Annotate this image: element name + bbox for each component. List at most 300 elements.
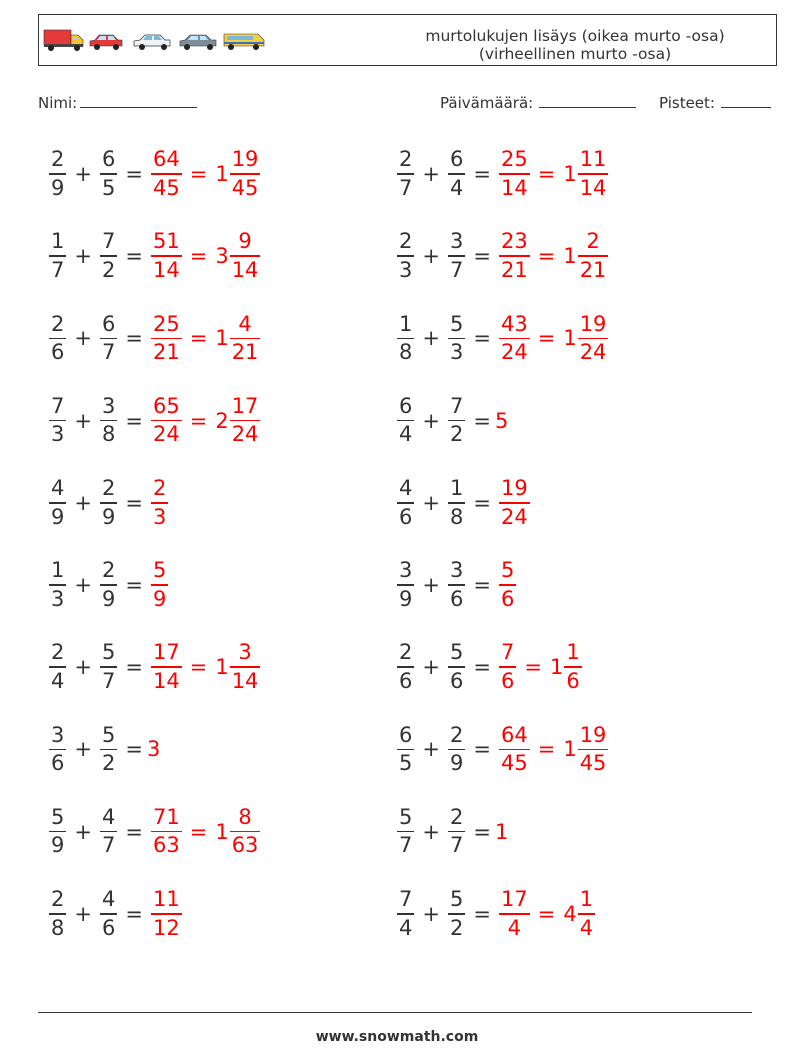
numerator: 6 — [101, 311, 116, 336]
numerator: 9 — [238, 229, 252, 254]
red-car-icon — [90, 35, 122, 50]
mixed-whole: 2 — [215, 408, 229, 433]
numerator: 5 — [152, 558, 167, 583]
mixed-whole: 1 — [215, 326, 229, 351]
denominator: 9 — [51, 504, 65, 529]
addend-fraction — [397, 311, 414, 365]
numerator: 19 — [579, 311, 607, 336]
equals-sign: = — [537, 901, 556, 926]
numerator: 11 — [579, 147, 607, 172]
equals-sign: = — [189, 655, 208, 680]
equals-sign: = — [189, 819, 208, 844]
denominator: 2 — [101, 751, 116, 776]
answer-improper-fraction — [499, 642, 516, 692]
denominator: 6 — [399, 668, 413, 693]
denominator: 12 — [152, 915, 180, 940]
addend-fraction — [448, 722, 465, 776]
equals-sign: = — [473, 244, 491, 269]
numerator: 4 — [238, 311, 252, 336]
numerator: 7 — [101, 229, 116, 254]
addend-fraction — [448, 393, 465, 447]
mixed-fraction — [578, 231, 609, 281]
numerator: 17 — [152, 640, 180, 665]
problem-row — [45, 473, 172, 533]
denominator: 6 — [449, 586, 464, 611]
equals-sign: = — [473, 819, 491, 844]
addend-fraction — [397, 889, 414, 939]
numerator: 3 — [51, 722, 65, 747]
numerator: 2 — [51, 147, 65, 172]
mixed-whole: 1 — [563, 737, 577, 762]
answer-improper-fraction — [151, 149, 182, 199]
gray-car-icon — [180, 35, 216, 50]
addend-fraction — [100, 231, 117, 281]
denominator: 6 — [449, 668, 464, 693]
answer — [495, 409, 508, 433]
numerator: 6 — [449, 147, 464, 172]
addend-fraction — [448, 478, 465, 528]
denominator: 14 — [152, 668, 180, 693]
denominator: 9 — [101, 504, 116, 529]
numerator: 19 — [231, 147, 259, 172]
denominator: 21 — [500, 257, 528, 282]
denominator: 5 — [399, 751, 413, 776]
denominator: 3 — [51, 422, 65, 447]
numerator: 17 — [231, 393, 259, 418]
equals-sign: = — [524, 655, 542, 680]
answer — [147, 560, 172, 610]
problem-row — [45, 391, 264, 451]
plus-sign: + — [422, 573, 440, 597]
answer-improper-fraction — [499, 231, 530, 281]
denominator: 7 — [449, 833, 464, 858]
answer — [495, 478, 534, 528]
denominator: 6 — [51, 340, 65, 365]
answer — [495, 820, 508, 844]
addend-fraction — [49, 889, 66, 939]
answer — [147, 804, 264, 858]
plus-sign: + — [74, 819, 92, 844]
answer-whole: 5 — [494, 408, 509, 433]
equals-sign: = — [473, 490, 491, 515]
denominator: 24 — [579, 340, 607, 365]
denominator: 9 — [51, 175, 65, 200]
addend-fraction — [49, 149, 66, 199]
equals-sign: = — [473, 655, 491, 680]
equals-sign: = — [537, 326, 556, 351]
addend-fraction — [397, 231, 414, 281]
worksheet-header — [38, 14, 777, 66]
denominator: 6 — [500, 668, 515, 693]
mixed-whole: 1 — [563, 326, 577, 351]
numerator: 6 — [101, 147, 116, 172]
denominator: 14 — [500, 175, 528, 200]
equals-sign: = — [125, 573, 143, 597]
numerator: 19 — [579, 722, 607, 747]
numerator: 5 — [500, 558, 515, 583]
equals-sign: = — [189, 326, 208, 351]
numerator: 6 — [399, 722, 413, 747]
numerator: 5 — [101, 640, 116, 665]
equals-sign: = — [125, 162, 143, 186]
numerator: 1 — [399, 311, 413, 336]
numerator: 3 — [449, 229, 464, 254]
denominator: 14 — [231, 668, 259, 693]
date-field — [440, 93, 636, 112]
denominator: 6 — [51, 751, 65, 776]
addend-fraction — [100, 393, 117, 447]
addend-fraction — [100, 149, 117, 199]
numerator: 64 — [500, 722, 528, 747]
date-label: Päivämäärä: — [440, 94, 534, 112]
addend-fraction — [397, 722, 414, 776]
mixed-fraction — [564, 642, 581, 692]
numerator: 1 — [51, 229, 65, 254]
mixed-whole: 3 — [215, 244, 229, 269]
plus-sign: + — [422, 244, 440, 269]
numerator: 2 — [152, 476, 167, 501]
addend-fraction — [100, 722, 117, 776]
plus-sign: + — [74, 490, 92, 515]
equals-sign: = — [125, 490, 143, 515]
problem-row — [45, 637, 264, 697]
denominator: 7 — [101, 668, 116, 693]
denominator: 4 — [399, 422, 413, 447]
answer — [495, 722, 612, 776]
answer — [495, 231, 612, 281]
yellow-van-icon — [224, 34, 264, 50]
plus-sign: + — [74, 326, 92, 351]
answer — [147, 737, 160, 761]
numerator: 5 — [449, 887, 464, 912]
equals-sign: = — [537, 162, 556, 186]
numerator: 11 — [152, 887, 180, 912]
answer — [495, 311, 612, 365]
denominator: 24 — [500, 340, 528, 365]
problem-row — [393, 308, 612, 368]
answer-improper-fraction — [499, 311, 530, 365]
answer — [147, 311, 264, 365]
answer — [147, 889, 186, 939]
equals-sign: = — [125, 901, 143, 926]
problem-row — [393, 802, 508, 862]
addend-fraction — [448, 231, 465, 281]
denominator: 2 — [449, 915, 464, 940]
name-blank[interactable] — [80, 93, 197, 108]
addend-fraction — [397, 478, 414, 528]
plus-sign: + — [422, 162, 440, 186]
equals-sign: = — [125, 326, 143, 351]
numerator: 2 — [51, 640, 65, 665]
denominator: 63 — [231, 833, 259, 858]
denominator: 14 — [579, 175, 607, 200]
denominator: 9 — [101, 586, 116, 611]
mixed-whole: 1 — [215, 655, 229, 680]
denominator: 4 — [507, 915, 522, 940]
numerator: 3 — [449, 558, 464, 583]
answer-improper-fraction — [151, 311, 182, 365]
numerator: 51 — [152, 229, 180, 254]
denominator: 21 — [231, 340, 259, 365]
answer-improper-fraction — [151, 393, 182, 447]
denominator: 8 — [101, 422, 116, 447]
numerator: 3 — [101, 393, 116, 418]
denominator: 7 — [101, 833, 116, 858]
denominator: 8 — [399, 340, 413, 365]
equals-sign: = — [537, 244, 556, 269]
mixed-whole: 1 — [215, 162, 229, 186]
addend-fraction — [397, 149, 414, 199]
mixed-fraction — [230, 393, 261, 447]
mixed-fraction — [230, 231, 261, 281]
numerator: 3 — [399, 558, 413, 583]
addend-fraction — [100, 478, 117, 528]
addend-fraction — [448, 804, 465, 858]
problem-row — [393, 473, 534, 533]
answer — [147, 642, 264, 692]
denominator: 6 — [101, 915, 116, 940]
plus-sign: + — [422, 408, 440, 433]
denominator: 9 — [449, 751, 464, 776]
plus-sign: + — [74, 655, 92, 680]
name-label: Nimi: — [38, 94, 78, 112]
denominator: 45 — [500, 751, 528, 776]
answer — [495, 560, 520, 610]
answer — [495, 889, 599, 939]
answer-improper-fraction — [151, 560, 168, 610]
equals-sign: = — [125, 244, 143, 269]
answer-improper-fraction — [151, 231, 182, 281]
plus-sign: + — [74, 162, 92, 186]
problem-row — [45, 884, 186, 944]
addend-fraction — [397, 804, 414, 858]
problem-row — [393, 637, 586, 697]
mixed-whole: 1 — [549, 655, 564, 680]
numerator: 1 — [449, 476, 464, 501]
mixed-fraction — [230, 149, 261, 199]
numerator: 17 — [500, 887, 528, 912]
addend-fraction — [100, 642, 117, 692]
problem-row — [393, 226, 612, 286]
denominator: 6 — [566, 668, 580, 693]
denominator: 24 — [500, 504, 528, 529]
answer-improper-fraction — [499, 722, 530, 776]
denominator: 14 — [152, 257, 180, 282]
problem-row — [393, 555, 520, 615]
answer-whole: 1 — [494, 819, 509, 844]
mixed-fraction — [578, 889, 595, 939]
addend-fraction — [448, 642, 465, 692]
equals-sign: = — [125, 819, 143, 844]
numerator: 4 — [51, 476, 65, 501]
answer-improper-fraction — [151, 889, 182, 939]
numerator: 2 — [101, 476, 116, 501]
denominator: 21 — [579, 257, 607, 282]
numerator: 2 — [399, 640, 413, 665]
denominator: 7 — [449, 257, 464, 282]
denominator: 21 — [152, 340, 180, 365]
answer-improper-fraction — [499, 478, 530, 528]
numerator: 5 — [449, 640, 464, 665]
denominator: 9 — [51, 833, 65, 858]
equals-sign: = — [473, 408, 491, 433]
denominator: 8 — [51, 915, 65, 940]
numerator: 5 — [51, 804, 65, 829]
name-field — [38, 93, 197, 112]
addend-fraction — [100, 560, 117, 610]
denominator: 7 — [101, 340, 116, 365]
numerator: 1 — [51, 558, 65, 583]
mixed-whole: 4 — [563, 901, 577, 926]
problem-row — [45, 226, 264, 286]
addend-fraction — [49, 478, 66, 528]
denominator: 45 — [579, 751, 607, 776]
numerator: 25 — [152, 311, 180, 336]
denominator: 7 — [399, 833, 413, 858]
denominator: 4 — [449, 175, 464, 200]
denominator: 2 — [449, 422, 464, 447]
denominator: 7 — [51, 257, 65, 282]
addend-fraction — [448, 311, 465, 365]
problem-row — [45, 802, 264, 862]
numerator: 4 — [399, 476, 413, 501]
numerator: 71 — [152, 804, 180, 829]
mixed-fraction — [230, 642, 261, 692]
numerator: 25 — [500, 147, 528, 172]
addend-fraction — [49, 560, 66, 610]
numerator: 2 — [449, 722, 464, 747]
plus-sign: + — [422, 655, 440, 680]
problem-row — [45, 719, 160, 779]
denominator: 3 — [399, 257, 413, 282]
denominator: 6 — [500, 586, 515, 611]
numerator: 4 — [101, 887, 116, 912]
numerator: 1 — [566, 640, 580, 665]
equals-sign: = — [473, 573, 491, 597]
addend-fraction — [100, 804, 117, 858]
denominator: 8 — [449, 504, 464, 529]
problem-row — [45, 555, 172, 615]
footer-divider — [38, 1012, 752, 1013]
problem-row — [45, 144, 264, 204]
truck-icon — [44, 30, 83, 51]
denominator: 4 — [399, 915, 413, 940]
numerator: 1 — [579, 887, 594, 912]
mixed-whole: 1 — [563, 244, 577, 269]
denominator: 5 — [101, 175, 116, 200]
answer — [495, 149, 612, 199]
mixed-fraction — [230, 311, 261, 365]
denominator: 24 — [152, 422, 180, 447]
addend-fraction — [49, 722, 66, 776]
addend-fraction — [49, 311, 66, 365]
plus-sign: + — [74, 573, 92, 597]
addend-fraction — [100, 889, 117, 939]
numerator: 64 — [152, 147, 180, 172]
numerator: 19 — [500, 476, 528, 501]
numerator: 2 — [399, 229, 413, 254]
date-blank[interactable] — [539, 93, 636, 108]
equals-sign: = — [189, 162, 208, 186]
plus-sign: + — [74, 244, 92, 269]
answer — [147, 231, 264, 281]
title-line-1: murtolukujen lisäys (oikea murto -osa) — [425, 27, 725, 45]
denominator: 3 — [152, 504, 167, 529]
denominator: 3 — [51, 586, 65, 611]
denominator: 45 — [152, 175, 180, 200]
addend-fraction — [49, 231, 66, 281]
addend-fraction — [397, 642, 414, 692]
plus-sign: + — [74, 408, 92, 433]
numerator: 2 — [586, 229, 600, 254]
addend-fraction — [49, 804, 66, 858]
numerator: 2 — [51, 887, 65, 912]
problem-row — [393, 144, 612, 204]
addend-fraction — [100, 311, 117, 365]
vehicle-icons — [42, 28, 270, 52]
addend-fraction — [49, 393, 66, 447]
problem-row — [393, 884, 599, 944]
numerator: 6 — [399, 393, 413, 418]
numerator: 5 — [449, 311, 464, 336]
title-line-2: (virheellinen murto -osa) — [478, 45, 672, 63]
equals-sign: = — [473, 901, 491, 926]
score-label: Pisteet: — [659, 94, 715, 112]
plus-sign: + — [74, 737, 92, 762]
plus-sign: + — [422, 819, 440, 844]
numerator: 8 — [238, 804, 252, 829]
equals-sign: = — [189, 408, 208, 433]
score-field — [659, 93, 771, 112]
denominator: 63 — [152, 833, 180, 858]
plus-sign: + — [422, 490, 440, 515]
equals-sign: = — [473, 326, 491, 351]
numerator: 4 — [101, 804, 116, 829]
denominator: 4 — [51, 668, 65, 693]
denominator: 4 — [579, 915, 594, 940]
equals-sign: = — [125, 655, 143, 680]
equals-sign: = — [537, 737, 556, 762]
answer-improper-fraction — [499, 889, 530, 939]
score-blank[interactable] — [721, 93, 771, 108]
plus-sign: + — [422, 901, 440, 926]
plus-sign: + — [422, 737, 440, 762]
numerator: 43 — [500, 311, 528, 336]
white-car-icon — [134, 35, 170, 50]
footer-url: www.snowmath.com — [315, 1029, 479, 1045]
worksheet-title — [410, 27, 740, 63]
equals-sign: = — [473, 737, 491, 762]
equals-sign: = — [473, 162, 491, 186]
numerator: 2 — [51, 311, 65, 336]
denominator: 14 — [231, 257, 259, 282]
answer — [147, 478, 172, 528]
denominator: 9 — [152, 586, 167, 611]
numerator: 23 — [500, 229, 528, 254]
denominator: 2 — [101, 257, 116, 282]
mixed-whole: 1 — [563, 162, 577, 186]
answer — [147, 393, 264, 447]
numerator: 7 — [449, 393, 464, 418]
denominator: 3 — [449, 340, 464, 365]
mixed-fraction — [578, 311, 609, 365]
numerator: 2 — [449, 804, 464, 829]
answer-improper-fraction — [499, 149, 530, 199]
numerator: 5 — [101, 722, 116, 747]
equals-sign: = — [189, 244, 208, 269]
mixed-fraction — [578, 722, 609, 776]
equals-sign: = — [125, 737, 143, 762]
